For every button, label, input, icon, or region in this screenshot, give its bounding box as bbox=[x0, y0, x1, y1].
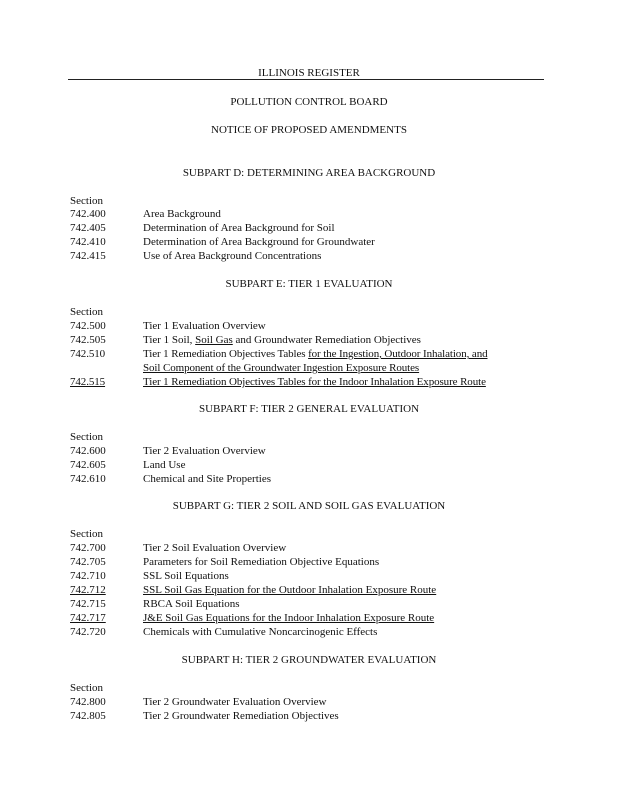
section-title: Tier 1 Evaluation Overview bbox=[143, 320, 266, 332]
section-number: 742.410 bbox=[70, 236, 106, 248]
section-title: Tier 1 Remediation Objectives Tables for the Indoor Inhalation Exposure Route bbox=[143, 376, 486, 388]
section-title bbox=[143, 347, 543, 361]
subpart-g-heading: SUBPART G: TIER 2 SOIL AND SOIL GAS EVALUATION bbox=[172, 500, 446, 512]
section-number: 742.805 bbox=[70, 710, 106, 722]
inserted-text: Soil Gas bbox=[195, 334, 233, 346]
section-number: 742.505 bbox=[70, 334, 106, 346]
section-number: 742.717 bbox=[70, 612, 106, 624]
section-title: Tier 2 Groundwater Evaluation Overview bbox=[143, 696, 327, 708]
section-number: 742.715 bbox=[70, 598, 106, 610]
section-title: SSL Soil Equations bbox=[143, 570, 229, 582]
inserted-text: for the Ingestion, Outdoor Inhalation, and bbox=[308, 348, 488, 360]
board-title: POLLUTION CONTROL BOARD bbox=[230, 96, 388, 108]
section-title-part: Tier 1 Soil, bbox=[143, 334, 196, 346]
section-label: Section bbox=[70, 682, 103, 694]
subpart-f-heading: SUBPART F: TIER 2 GENERAL EVALUATION bbox=[198, 403, 420, 415]
section-title bbox=[143, 333, 543, 347]
section-title: Determination of Area Background for Soil bbox=[143, 222, 335, 234]
section-number: 742.415 bbox=[70, 250, 106, 262]
subpart-h-heading: SUBPART H: TIER 2 GROUNDWATER EVALUATION bbox=[181, 654, 437, 666]
section-number: 742.400 bbox=[70, 208, 106, 220]
notice-title: NOTICE OF PROPOSED AMENDMENTS bbox=[211, 124, 407, 136]
section-title: Parameters for Soil Remediation Objective Equations bbox=[143, 556, 380, 568]
subpart-e-heading: SUBPART E: TIER 1 EVALUATION bbox=[225, 278, 393, 290]
section-label: Section bbox=[70, 528, 103, 540]
subpart-d-heading: SUBPART D: DETERMINING AREA BACKGROUND bbox=[182, 167, 436, 179]
section-title: RBCA Soil Equations bbox=[143, 598, 240, 610]
section-number: 742.700 bbox=[70, 542, 106, 554]
section-number: 742.605 bbox=[70, 459, 106, 471]
section-title: Land Use bbox=[143, 459, 186, 471]
section-title: Tier 2 Evaluation Overview bbox=[143, 445, 266, 457]
section-title-part: Tier 1 Remediation Objectives Tables bbox=[143, 348, 309, 360]
section-number: 742.800 bbox=[70, 696, 106, 708]
section-number: 742.610 bbox=[70, 473, 106, 485]
section-title: J&E Soil Gas Equations for the Indoor Inhalation Exposure Route bbox=[143, 612, 435, 624]
section-number: 742.510 bbox=[70, 348, 106, 360]
section-number: 742.705 bbox=[70, 556, 106, 568]
section-title: Area Background bbox=[143, 208, 221, 220]
section-number: 742.712 bbox=[70, 584, 106, 596]
section-number: 742.405 bbox=[70, 222, 106, 234]
section-title: Tier 2 Groundwater Remediation Objectives bbox=[143, 710, 339, 722]
section-number: 742.710 bbox=[70, 570, 106, 582]
register-title: ILLINOIS REGISTER bbox=[258, 67, 360, 79]
section-title: Use of Area Background Concentrations bbox=[143, 250, 322, 262]
section-number: 742.515 bbox=[70, 376, 106, 388]
section-title: SSL Soil Gas Equation for the Outdoor Inhalation Exposure Route bbox=[143, 584, 437, 596]
section-number: 742.720 bbox=[70, 626, 106, 638]
section-title: Tier 2 Soil Evaluation Overview bbox=[143, 542, 287, 554]
section-number: 742.500 bbox=[70, 320, 106, 332]
section-title-part: and Groundwater Remediation Objectives bbox=[232, 334, 421, 346]
section-title: Chemical and Site Properties bbox=[143, 473, 271, 485]
inserted-text: Soil Component of the Groundwater Ingestion Exposure Routes bbox=[143, 362, 420, 374]
section-label: Section bbox=[70, 306, 103, 318]
section-number: 742.600 bbox=[70, 445, 106, 457]
section-label: Section bbox=[70, 195, 103, 207]
section-title: Chemicals with Cumulative Noncarcinogenic Effects bbox=[143, 626, 378, 638]
section-title: Determination of Area Background for Groundwater bbox=[143, 236, 375, 248]
section-label: Section bbox=[70, 431, 103, 443]
header-rule bbox=[68, 79, 544, 80]
